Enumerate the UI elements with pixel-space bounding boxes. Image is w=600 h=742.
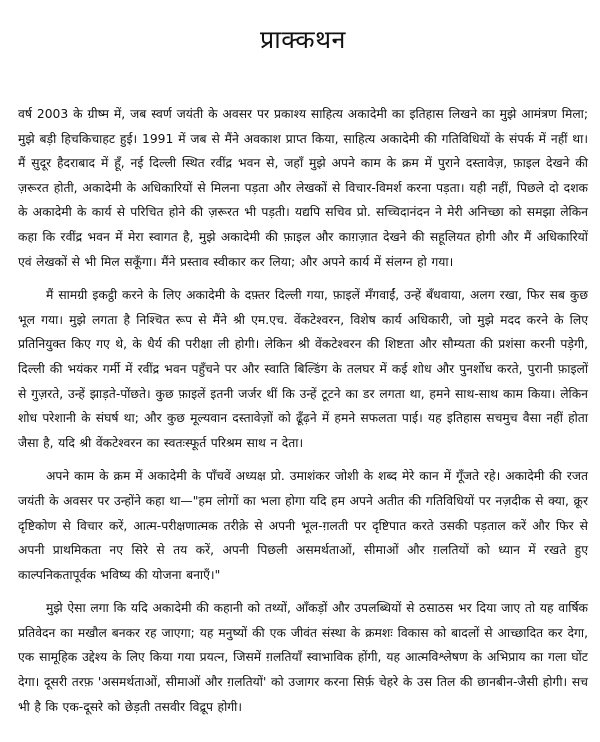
paragraph-2: मैं सामग्री इकट्ठी करने के लिए अकादेमी के दफ़्तर दिल्ली गया, फ़ाइलें मँगवाईं, उन्हें बँधवाया, अलग रखा, फिर सब कुछ भूल गया। मुझे लगता है निश्चित रूप से मैंने श्री एम.एच. वेंकटेश्वरन, विशेष कार्य अधिकारी, जो मुझे मदद करने के लिए प्रतिनियुक्त किए गए थे, के धैर्य की परीक्षा ली होगी। लेकिन श्री वेंकटेश्वरन की शिष्टता और सौम्यता की प्रशंसा करनी पड़ेगी, दिल्ली की भयंकर गर्मी में रवींद्र भवन पहुँचने पर और स्वाति बिल्डिंग के तलघर में कई शोध और पुनर्शोध करते, पुरानी फ़ाइलों से गुज़रते, उन्हें झाड़ते-पोंछते। कुछ फ़ाइलें इतनी जर्जर थीं कि उन्हें टूटने का डर लगता था, हमने साथ-साथ काम किया। लेकिन शोध परेशानी के संघर्ष था; और कुछ मूल्यवान दस्तावेज़ों को ढूँढ़ने में हमने सफलता पाई। यह इतिहास सचमुच वैसा नहीं होता जैसा है, यदि श्री वेंकटेश्वरन का स्वतःस्फूर्त परिश्रम साथ न देता। [18, 288, 588, 450]
paragraph-1: वर्ष 2003 के ग्रीष्म में, जब स्वर्ण जयंती के अवसर पर प्रकाश्य साहित्य अकादेमी का इतिहास लिखने का मुझे आमंत्रण मिला; मुझे बड़ी हिचकिचाहट हुई। 1991 में जब से मैंने अवकाश प्राप्त किया, साहित्य अकादेमी की गतिविधियों के संपर्क में नहीं था। मैं सुदूर हैदराबाद में हूँ, नई दिल्ली स्थित रवींद्र भवन से, जहाँ मुझे अपने काम के क्रम में पुराने दस्तावेज़, फ़ाइल देखने की ज़रूरत होती, अकादेमी के अधिकारियों से मिलना पड़ता और लेखकों से विचार-विमर्श करना पड़ता। यही नहीं, पिछले दो दशक के अकादेमी के कार्य से परिचित होने की ज़रूरत भी पड़ती। यद्यपि सचिव प्रो. सच्चिदानंदन ने मेरी अनिच्छा को समझा लेकिन कहा कि रवींद्र भवन में मेरा स्वागत है, मुझे अकादेमी की फ़ाइल और काग़ज़ात देखने की सहूलियत होगी और मैं अधिकारियों एवं लेखकों से भी मिल सकूँगा। मैंने प्रस्ताव स्वीकार कर लिया; और अपने कार्य में संलग्न हो गया। [18, 107, 588, 269]
paragraph-4: मुझे ऐसा लगा कि यदि अकादेमी की कहानी को तथ्यों, आँकड़ों और उपलब्धियों से ठसाठस भर दिया जाए तो यह वार्षिक प्रतिवेदन का मखौल बनकर रह जाएगा; यह मनुष्यों की एक जीवंत संस्था के क्रमशः विकास को बादलों से आच्छादित कर देगा, एक सामूहिक उद्देश्य के लिए किया गया प्रयत्न, जिसमें ग़लतियाँ स्वाभाविक होंगी, यह आत्मविश्लेषण के अभिप्राय का गला घोंट देगा। दूसरी तरफ़ 'असमर्थताओं, सीमाओं और ग़लतियों' को उजागर करना सिर्फ़ चेहरे के उस तिल की छानबीन-जैसी होगी। सच भी है कि एक-दूसरे को छेड़ती तसवीर विद्रूप होगी। [18, 601, 588, 714]
page-title: प्राक्कथन [260, 25, 346, 54]
paragraph-3: अपने काम के क्रम में अकादेमी के पाँचवें अध्यक्ष प्रो. उमाशंकर जोशी के शब्द मेरे कान में गूँजते रहे। अकादेमी की रजत जयंती के अवसर पर उन्होंने कहा था—"हम लोगों का भला होगा यदि हम अपने अतीत की गतिविधियों पर नज़दीक से क्या, क्रूर दृष्टिकोण से विचार करें, आत्म-परीक्षणात्मक तरीक़े से अपनी भूल-ग़लती पर दृष्टिपात करते उसकी पड़ताल करें और फिर से अपनी प्राथमिकता नए सिरे से तय करें, अपनी पिछली असमर्थताओं, सीमाओं और ग़लतियों को ध्यान में रखते हुए काल्पनिकतापूर्वक भविष्य की योजना बनाएँ।" [18, 469, 588, 582]
